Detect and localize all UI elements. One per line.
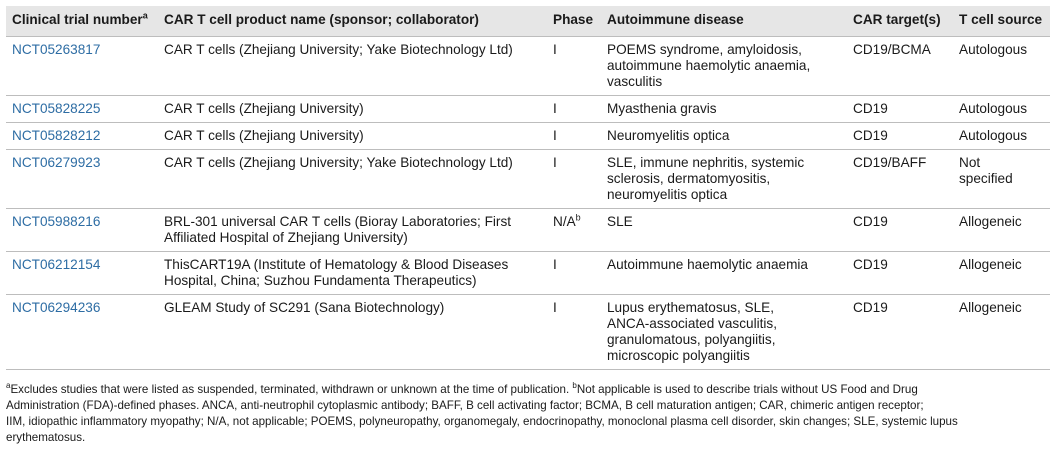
clinical-trials-table bbox=[6, 6, 1050, 370]
product-name-cell bbox=[158, 96, 547, 123]
trial-number-link[interactable] bbox=[6, 209, 158, 252]
disease-cell bbox=[601, 209, 847, 252]
phase-cell bbox=[547, 37, 601, 96]
header-phase: Phase bbox=[547, 6, 601, 37]
header-product-name: CAR T cell product name (sponsor; collaborator) bbox=[158, 6, 547, 37]
cell-line: Autologous bbox=[959, 128, 1028, 143]
phase-cell bbox=[547, 209, 601, 252]
table-row bbox=[6, 295, 1050, 370]
product-name-cell bbox=[158, 150, 547, 209]
cell-line: Autologous bbox=[959, 42, 1028, 57]
header-trial-number: Clinical trial number$^a$ bbox=[6, 6, 158, 37]
cell-line: CAR T cells (Zhejiang University; Yake Biotechnology Ltd) bbox=[164, 155, 513, 170]
trial-number-link[interactable] bbox=[6, 37, 158, 96]
phase-cell bbox=[547, 96, 601, 123]
cell-line: CAR T cells (Zhejiang University; Yake Biotechnology Ltd) bbox=[164, 42, 513, 57]
t-cell-source-cell bbox=[953, 209, 1050, 252]
trial-link-text[interactable]: NCT06294236 bbox=[12, 300, 101, 315]
cell-line: sclerosis, dermatomyositis, bbox=[607, 171, 771, 186]
disease-cell bbox=[601, 295, 847, 370]
cell-line: Lupus erythematosus, SLE, bbox=[607, 300, 774, 315]
t-cell-source-cell bbox=[953, 123, 1050, 150]
cell-line: POEMS syndrome, amyloidosis, bbox=[607, 42, 802, 57]
table-row bbox=[6, 123, 1050, 150]
cell-line: neuromyelitis optica bbox=[607, 187, 728, 202]
cell-line: CAR T cells (Zhejiang University) bbox=[164, 128, 364, 143]
cell-line: autoimmune haemolytic anaemia, bbox=[607, 58, 811, 73]
footnote-a-text: Excludes studies that were listed as suspended, terminated, withdrawn or unknown at the time of publication. bbox=[10, 383, 573, 396]
table-header-row bbox=[6, 6, 1050, 37]
t-cell-source-cell bbox=[953, 150, 1050, 209]
car-target-cell: CD19 bbox=[847, 252, 953, 295]
phase-value: N/A bbox=[553, 214, 576, 229]
trial-link-text[interactable]: NCT06279923 bbox=[12, 155, 101, 170]
table-row bbox=[6, 209, 1050, 252]
phase-value: I bbox=[553, 101, 557, 116]
product-name-cell bbox=[158, 295, 547, 370]
cell-line: specified bbox=[959, 171, 1013, 186]
header-t-cell-source: T cell source bbox=[953, 6, 1050, 37]
t-cell-source-cell bbox=[953, 295, 1050, 370]
table-row bbox=[6, 37, 1050, 96]
car-target-cell: CD19 bbox=[847, 295, 953, 370]
trial-number-link[interactable] bbox=[6, 252, 158, 295]
cell-line: microscopic polyangiitis bbox=[607, 348, 750, 363]
header-car-target: CAR target(s) bbox=[847, 6, 953, 37]
footnote-abbreviations-line: Administration (FDA)-defined phases. ANCA, anti-neutrophil cytoplasmic antibody; BAFF, B cell activating factor; BCMA, B cell maturation antigen; CAR, chimeric antigen receptor; bbox=[6, 399, 924, 412]
cell-line: granulomatous, polyangiitis, bbox=[607, 332, 776, 347]
cell-line: ThisCART19A (Institute of Hematology & Blood Diseases bbox=[164, 257, 509, 272]
cell-line: CAR T cells (Zhejiang University) bbox=[164, 101, 364, 116]
cell-line: Not bbox=[959, 155, 981, 170]
phase-cell bbox=[547, 150, 601, 209]
disease-cell bbox=[601, 150, 847, 209]
phase-cell bbox=[547, 252, 601, 295]
cell-line: GLEAM Study of SC291 (Sana Biotechnology) bbox=[164, 300, 445, 315]
disease-cell bbox=[601, 252, 847, 295]
product-name-cell bbox=[158, 123, 547, 150]
product-name-cell bbox=[158, 252, 547, 295]
trial-link-text[interactable]: NCT05828212 bbox=[12, 128, 101, 143]
t-cell-source-cell bbox=[953, 96, 1050, 123]
cell-line: Myasthenia gravis bbox=[607, 101, 717, 116]
footnote-abbreviations-line: erythematosus. bbox=[6, 431, 86, 444]
table-row bbox=[6, 96, 1050, 123]
trial-link-text[interactable]: NCT06212154 bbox=[12, 257, 101, 272]
cell-line: BRL-301 universal CAR T cells (Bioray Laboratories; First bbox=[164, 214, 512, 229]
phase-cell bbox=[547, 295, 601, 370]
trial-link-text[interactable]: NCT05988216 bbox=[12, 214, 101, 229]
phase-value: I bbox=[553, 257, 557, 272]
car-target-cell: CD19 bbox=[847, 123, 953, 150]
phase-cell bbox=[547, 123, 601, 150]
product-name-cell bbox=[158, 209, 547, 252]
phase-value: I bbox=[553, 155, 557, 170]
cell-line: Autologous bbox=[959, 101, 1028, 116]
disease-cell bbox=[601, 123, 847, 150]
table-footnote bbox=[6, 382, 1046, 446]
footnote-mark-b: b bbox=[575, 212, 581, 223]
cell-line: Allogeneic bbox=[959, 214, 1022, 229]
trial-number-link[interactable] bbox=[6, 150, 158, 209]
footnote-abbreviations-line: IIM, idiopathic inflammatory myopathy; N/A, not applicable; POEMS, polyneuropathy, organomegaly, endocrinopathy, monoclonal plasma cell disorder, skin changes; SLE, systemic lupus bbox=[6, 415, 958, 428]
trial-number-link[interactable] bbox=[6, 295, 158, 370]
disease-cell bbox=[601, 96, 847, 123]
trial-number-link[interactable] bbox=[6, 96, 158, 123]
header-disease: Autoimmune disease bbox=[601, 6, 847, 37]
footnote-b-text: Not applicable is used to describe trials without US Food and Drug bbox=[576, 383, 918, 396]
cell-line: Autoimmune haemolytic anaemia bbox=[607, 257, 808, 272]
cell-line: vasculitis bbox=[607, 74, 663, 89]
phase-value: I bbox=[553, 128, 557, 143]
car-target-cell: CD19/BAFF bbox=[847, 150, 953, 209]
cell-line: SLE, immune nephritis, systemic bbox=[607, 155, 805, 170]
car-target-cell: CD19/BCMA bbox=[847, 37, 953, 96]
trial-number-link[interactable] bbox=[6, 123, 158, 150]
car-target-cell: CD19 bbox=[847, 96, 953, 123]
phase-value: I bbox=[553, 42, 557, 57]
t-cell-source-cell bbox=[953, 252, 1050, 295]
cell-line: Allogeneic bbox=[959, 300, 1022, 315]
cell-line: ANCA-associated vasculitis, bbox=[607, 316, 777, 331]
footnote-mark-b: b bbox=[572, 381, 577, 391]
cell-line: Hospital, China; Suzhou Fundamenta Therapeutics) bbox=[164, 273, 477, 288]
cell-line: Affiliated Hospital of Zhejiang University) bbox=[164, 230, 408, 245]
product-name-cell bbox=[158, 37, 547, 96]
cell-line: Neuromyelitis optica bbox=[607, 128, 730, 143]
trial-link-text[interactable]: NCT05263817 bbox=[12, 42, 101, 57]
trial-link-text[interactable]: NCT05828225 bbox=[12, 101, 101, 116]
footnote-mark-a: a bbox=[142, 10, 148, 21]
car-target-cell: CD19 bbox=[847, 209, 953, 252]
t-cell-source-cell bbox=[953, 37, 1050, 96]
cell-line: SLE bbox=[607, 214, 633, 229]
disease-cell bbox=[601, 37, 847, 96]
footnote-mark-a: a bbox=[6, 381, 11, 391]
phase-value: I bbox=[553, 300, 557, 315]
table-row bbox=[6, 150, 1050, 209]
table-row bbox=[6, 252, 1050, 295]
cell-line: Allogeneic bbox=[959, 257, 1022, 272]
